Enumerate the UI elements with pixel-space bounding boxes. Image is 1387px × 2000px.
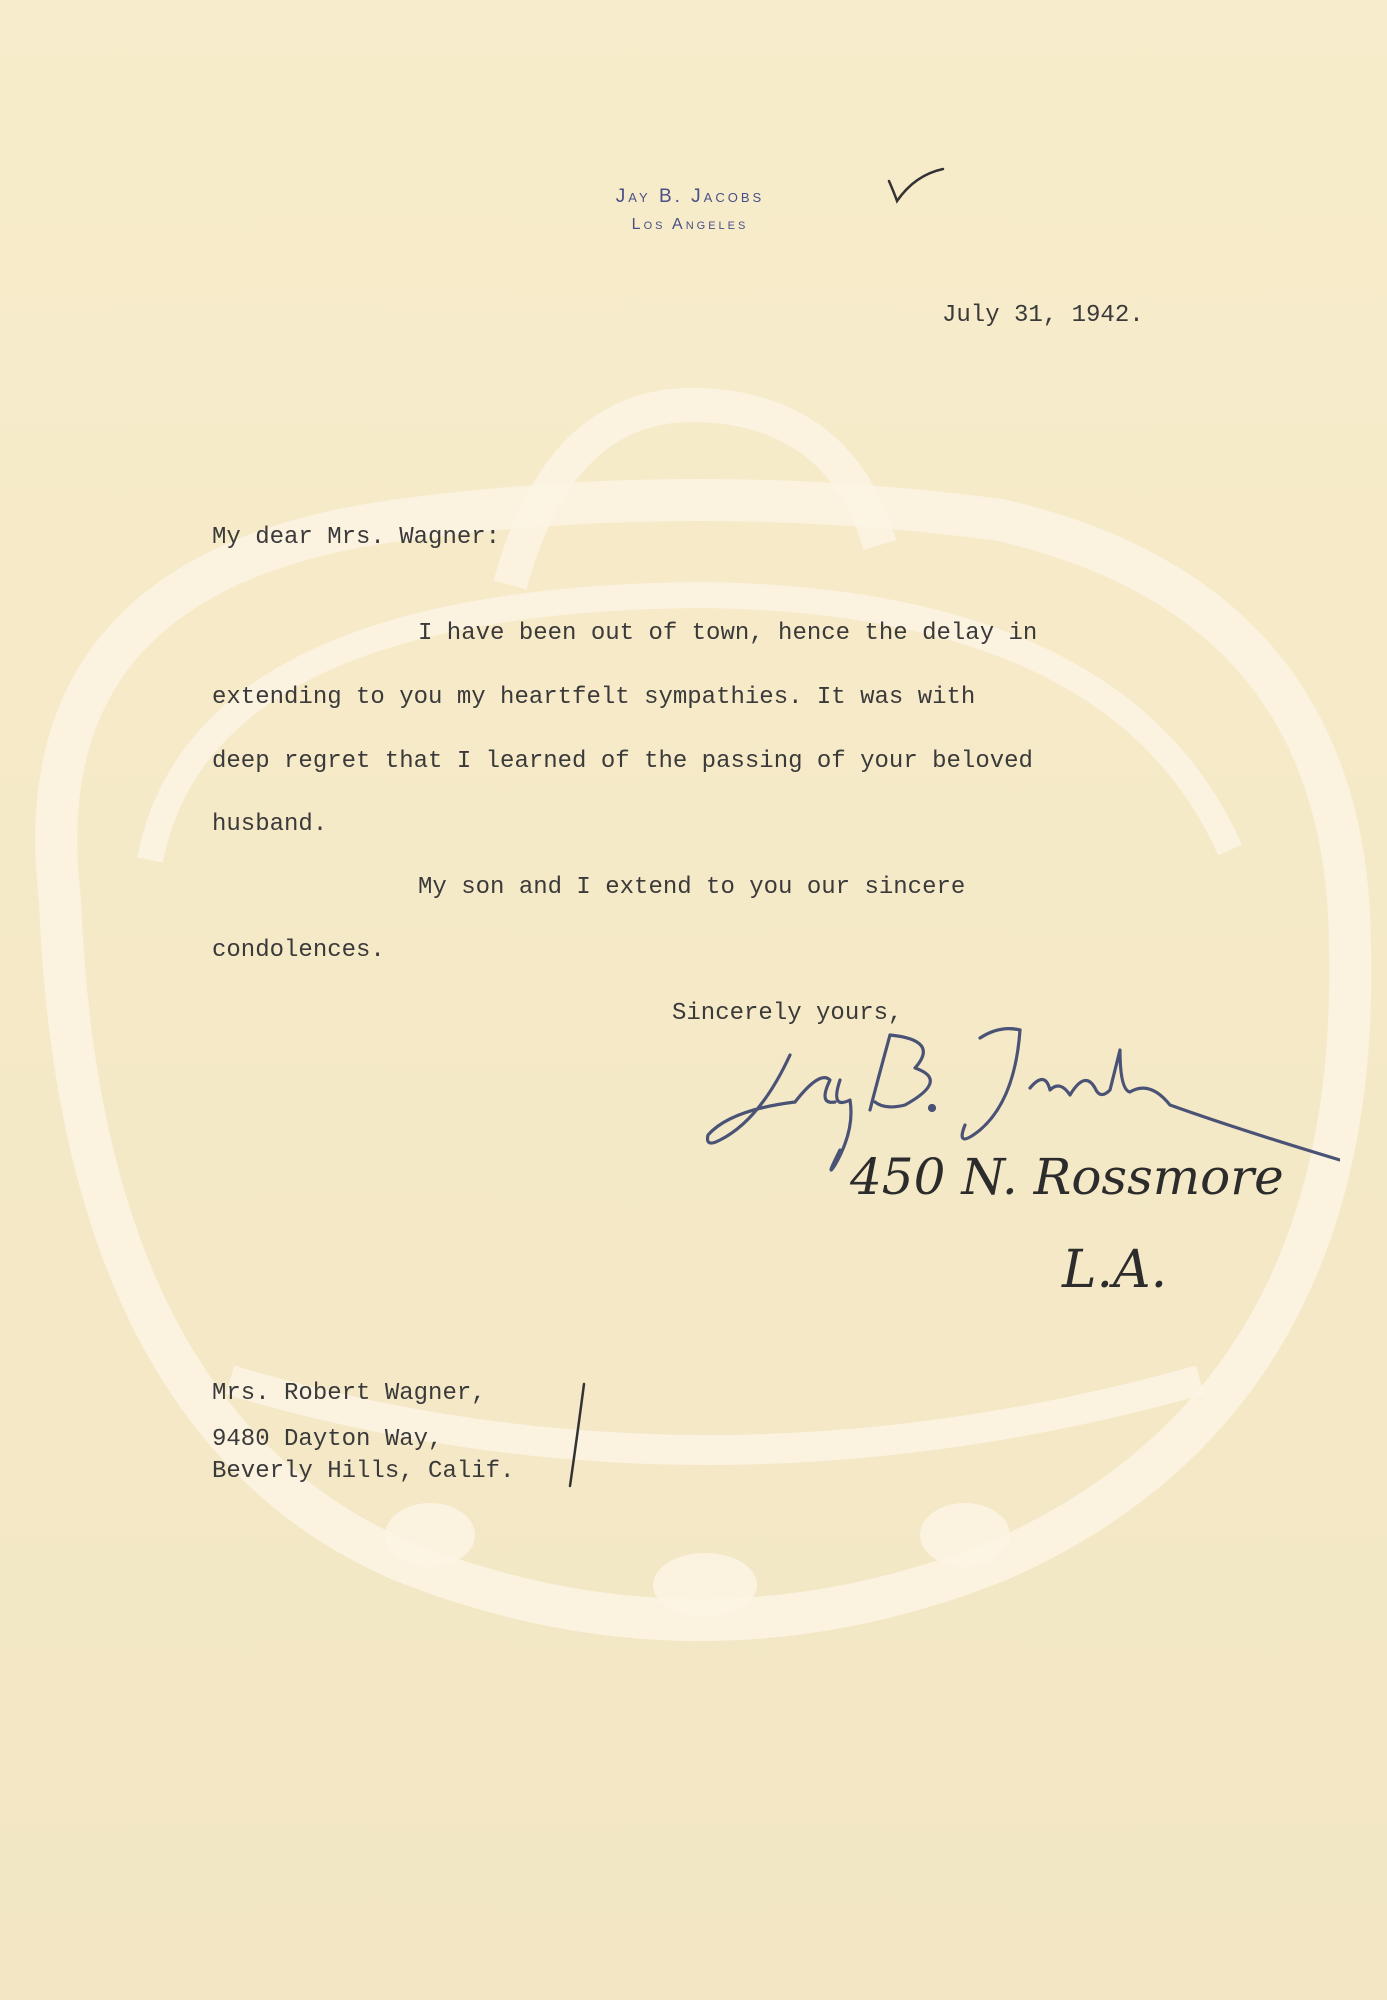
body-line: extending to you my heartfelt sympathies. It was with (212, 684, 976, 711)
letterhead-name: Jay B. Jacobs (615, 186, 765, 207)
body-line: My son and I extend to you our sincere (418, 874, 966, 901)
recipient-line: Mrs. Robert Wagner, (212, 1380, 486, 1407)
recipient-line: Beverly Hills, Calif. (212, 1458, 515, 1485)
pencil-mark-icon (560, 1380, 590, 1490)
handwritten-address: 450 N. Rossmore (850, 1148, 1284, 1206)
letter-date: July 31, 1942. (942, 302, 1144, 329)
recipient-line: 9480 Dayton Way, (212, 1426, 443, 1453)
salutation: My dear Mrs. Wagner: (212, 524, 501, 551)
handwritten-city: L.A. (1062, 1240, 1168, 1300)
body-line: deep regret that I learned of the passing of your beloved (212, 748, 1033, 775)
closing: Sincerely yours, (672, 1000, 903, 1027)
body-line: condolences. (212, 937, 385, 964)
body-line: husband. (212, 811, 328, 838)
check-mark-icon (885, 165, 945, 205)
letterhead-city: Los Angeles (631, 216, 749, 233)
body-line: I have been out of town, hence the delay in (418, 620, 1038, 647)
